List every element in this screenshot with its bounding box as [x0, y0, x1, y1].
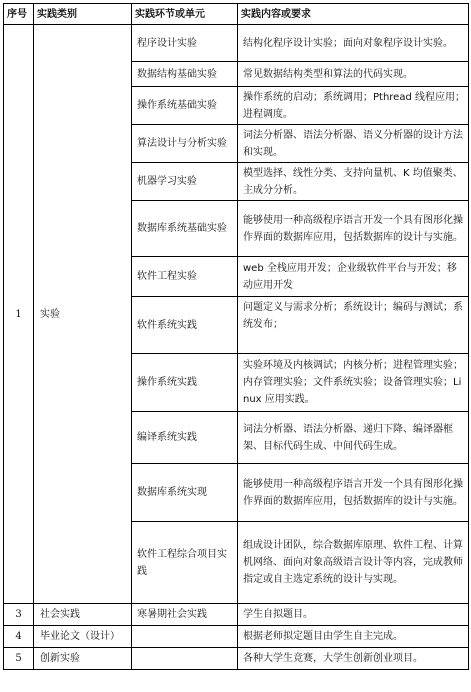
row-category: 实验: [34, 25, 132, 604]
table-row: [4, 626, 469, 648]
row-content: 能够使用一种高级程序语言开发一个具有图形化操作界面的数据库应用，包括数据库的设计与实施。: [238, 201, 469, 257]
row-number: 4: [4, 626, 34, 648]
row-number: 5: [4, 648, 34, 670]
row-content: 实验环境及内核调试；内核分析；进程管理实验；内存管理实验；文件系统实验；设备管理实验；Linux 应用实践。: [238, 354, 469, 412]
row-number: 3: [4, 604, 34, 626]
header-category: 实践类别: [34, 4, 132, 25]
row-link: [132, 648, 238, 670]
row-content: 模型选择、线性分类、支持向量机、K 均值聚类、主成分分析。: [238, 163, 469, 201]
table-row: [4, 25, 469, 62]
row-link: 操作系统实践: [132, 354, 238, 412]
row-content: 词法分析器、语法分析器、递归下降、编译器框架、目标代码生成、中间代码生成。: [238, 412, 469, 464]
row-content: 各种大学生竞赛，大学生创新创业项目。: [238, 648, 469, 670]
header-content: 实践内容或要求: [238, 4, 469, 25]
row-link: 数据结构基础实验: [132, 62, 238, 87]
row-category: 创新实验: [34, 648, 132, 670]
row-link: 编译系统实践: [132, 412, 238, 464]
row-number: 1: [4, 25, 34, 604]
row-content: 问题定义与需求分析；系统设计；编码与测试；系统发布；: [238, 297, 469, 354]
row-link: 软件工程实验: [132, 257, 238, 297]
header-number: 序号: [4, 4, 34, 25]
row-content: 常见数据结构类型和算法的代码实现。: [238, 62, 469, 87]
row-link: 程序设计实验: [132, 25, 238, 62]
row-content: 操作系统的启动；系统调用；Pthread 线程应用；进程调度。: [238, 87, 469, 125]
row-content: 结构化程序设计实验；面向对象程序设计实验。: [238, 25, 469, 62]
row-link: 软件工程综合项目实践: [132, 522, 238, 604]
row-content: 学生自拟题目。: [238, 604, 469, 626]
row-link: 数据库系统实现: [132, 464, 238, 522]
row-category: 毕业论文（设计）: [34, 626, 132, 648]
row-link: 寒暑期社会实践: [132, 604, 238, 626]
row-link: 机器学习实验: [132, 163, 238, 201]
row-link: 数据库系统基础实验: [132, 201, 238, 257]
row-content: 组成设计团队，综合数据库原理、软件工程、计算机网络、面向对象高级语言设计等内容，完成教师指定或自主选定系统的设计与实现。: [238, 522, 469, 604]
table-row: [4, 648, 469, 670]
row-content: 根据老师拟定题目由学生自主完成。: [238, 626, 469, 648]
header-row: [4, 4, 469, 25]
header-link: 实践环节或单元: [132, 4, 238, 25]
row-category: 社会实践: [34, 604, 132, 626]
table-row: [4, 604, 469, 626]
row-content: 词法分析器、语法分析器、语义分析器的设计方法和实现。: [238, 125, 469, 163]
row-link: 软件系统实践: [132, 297, 238, 354]
practice-table: [3, 3, 469, 670]
row-link: 算法设计与分析实验: [132, 125, 238, 163]
row-link: 操作系统基础实验: [132, 87, 238, 125]
row-content: 能够使用一种高级程序语言开发一个具有图形化操作界面的数据库应用，包括数据库的设计与实施。: [238, 464, 469, 522]
row-content: web 全栈应用开发；企业级软件平台与开发；移动应用开发: [238, 257, 469, 297]
row-link: [132, 626, 238, 648]
